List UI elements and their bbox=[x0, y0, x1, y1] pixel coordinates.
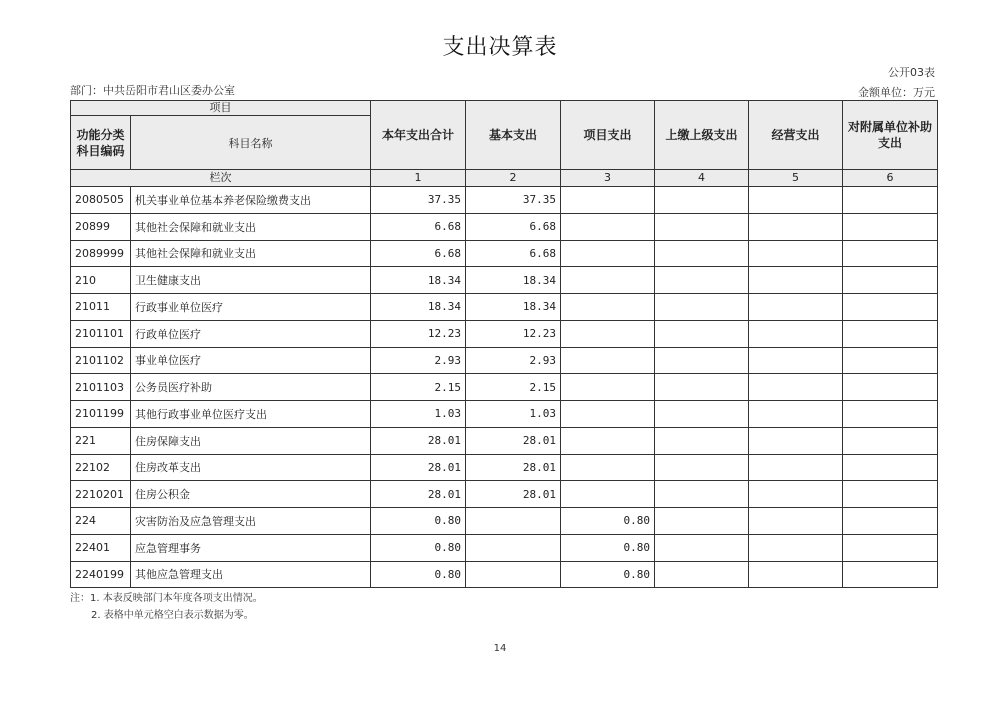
row-code: 2080505 bbox=[71, 187, 131, 214]
amount-unit-label: 金额单位：万元 bbox=[858, 86, 935, 99]
column-number: 3 bbox=[561, 170, 655, 187]
row-total: 28.01 bbox=[371, 481, 466, 508]
row-subsidy bbox=[843, 561, 938, 588]
row-subject-name: 应急管理事务 bbox=[131, 534, 371, 561]
row-project: 0.80 bbox=[561, 561, 655, 588]
row-subsidy bbox=[843, 347, 938, 374]
row-code: 2210201 bbox=[71, 481, 131, 508]
header-subsidy: 对附属单位补助 支出 bbox=[843, 101, 938, 170]
row-subject-name: 住房保障支出 bbox=[131, 427, 371, 454]
row-basic: 2.93 bbox=[466, 347, 561, 374]
row-project bbox=[561, 294, 655, 321]
row-total: 2.93 bbox=[371, 347, 466, 374]
table-row bbox=[71, 213, 938, 240]
row-basic: 18.34 bbox=[466, 267, 561, 294]
row-upper bbox=[655, 294, 749, 321]
row-basic: 28.01 bbox=[466, 481, 561, 508]
table-row bbox=[71, 401, 938, 428]
row-project bbox=[561, 213, 655, 240]
row-code: 2101101 bbox=[71, 320, 131, 347]
row-basic: 28.01 bbox=[466, 427, 561, 454]
table-row bbox=[71, 427, 938, 454]
row-project bbox=[561, 481, 655, 508]
row-basic: 12.23 bbox=[466, 320, 561, 347]
row-total: 18.34 bbox=[371, 294, 466, 321]
row-basic: 28.01 bbox=[466, 454, 561, 481]
row-project: 0.80 bbox=[561, 508, 655, 535]
row-upper bbox=[655, 320, 749, 347]
note-line: 2. 表格中单元格空白表示数据为零。 bbox=[91, 610, 254, 621]
row-project bbox=[561, 240, 655, 267]
row-code: 2089999 bbox=[71, 240, 131, 267]
table-row bbox=[71, 481, 938, 508]
row-business bbox=[749, 561, 843, 588]
department-label: 部门：中共岳阳市君山区委办公室 bbox=[70, 84, 235, 97]
row-total: 28.01 bbox=[371, 427, 466, 454]
row-subject-name: 行政事业单位医疗 bbox=[131, 294, 371, 321]
row-upper bbox=[655, 454, 749, 481]
row-upper bbox=[655, 508, 749, 535]
table-row bbox=[71, 240, 938, 267]
row-code: 2240199 bbox=[71, 561, 131, 588]
row-subsidy bbox=[843, 213, 938, 240]
row-basic: 6.68 bbox=[466, 240, 561, 267]
row-upper bbox=[655, 267, 749, 294]
row-subsidy bbox=[843, 427, 938, 454]
row-business bbox=[749, 294, 843, 321]
header-project: 项目支出 bbox=[561, 101, 655, 170]
row-subsidy bbox=[843, 294, 938, 321]
row-total: 18.34 bbox=[371, 267, 466, 294]
row-project: 0.80 bbox=[561, 534, 655, 561]
column-number: 1 bbox=[371, 170, 466, 187]
row-code: 2101103 bbox=[71, 374, 131, 401]
row-total: 2.15 bbox=[371, 374, 466, 401]
header-func-class: 功能分类 科目编码 bbox=[71, 116, 131, 170]
row-project bbox=[561, 187, 655, 214]
table-row bbox=[71, 534, 938, 561]
column-number: 4 bbox=[655, 170, 749, 187]
header-upper: 上缴上级支出 bbox=[655, 101, 749, 170]
header-total: 本年支出合计 bbox=[371, 101, 466, 170]
row-business bbox=[749, 240, 843, 267]
row-upper bbox=[655, 374, 749, 401]
row-total: 0.80 bbox=[371, 561, 466, 588]
table-row bbox=[71, 374, 938, 401]
table-row bbox=[71, 187, 938, 214]
row-subject-name: 住房公积金 bbox=[131, 481, 371, 508]
row-subsidy bbox=[843, 508, 938, 535]
row-business bbox=[749, 213, 843, 240]
row-business bbox=[749, 187, 843, 214]
table-notes bbox=[70, 590, 263, 624]
note-line: 注：1. 本表反映部门本年度各项支出情况。 bbox=[70, 593, 263, 604]
row-basic: 18.34 bbox=[466, 294, 561, 321]
header-business: 经营支出 bbox=[749, 101, 843, 170]
row-upper bbox=[655, 561, 749, 588]
row-business bbox=[749, 374, 843, 401]
row-upper bbox=[655, 240, 749, 267]
row-business bbox=[749, 427, 843, 454]
row-subsidy bbox=[843, 534, 938, 561]
row-total: 0.80 bbox=[371, 508, 466, 535]
table-row bbox=[71, 267, 938, 294]
header-item: 项目 bbox=[71, 101, 371, 116]
column-number: 2 bbox=[466, 170, 561, 187]
row-business bbox=[749, 267, 843, 294]
row-subsidy bbox=[843, 401, 938, 428]
row-basic: 2.15 bbox=[466, 374, 561, 401]
row-subject-name: 其他社会保障和就业支出 bbox=[131, 240, 371, 267]
row-project bbox=[561, 374, 655, 401]
header-basic: 基本支出 bbox=[466, 101, 561, 170]
row-total: 28.01 bbox=[371, 454, 466, 481]
row-subject-name: 机关事业单位基本养老保险缴费支出 bbox=[131, 187, 371, 214]
row-code: 22102 bbox=[71, 454, 131, 481]
row-total: 0.80 bbox=[371, 534, 466, 561]
row-business bbox=[749, 347, 843, 374]
row-subsidy bbox=[843, 320, 938, 347]
row-subsidy bbox=[843, 187, 938, 214]
row-business bbox=[749, 534, 843, 561]
row-business bbox=[749, 508, 843, 535]
row-subject-name: 行政单位医疗 bbox=[131, 320, 371, 347]
row-basic: 6.68 bbox=[466, 213, 561, 240]
row-subsidy bbox=[843, 267, 938, 294]
row-total: 6.68 bbox=[371, 240, 466, 267]
row-project bbox=[561, 427, 655, 454]
header-subject-name: 科目名称 bbox=[131, 116, 371, 170]
row-upper bbox=[655, 534, 749, 561]
row-project bbox=[561, 267, 655, 294]
row-subsidy bbox=[843, 374, 938, 401]
row-code: 20899 bbox=[71, 213, 131, 240]
row-upper bbox=[655, 187, 749, 214]
table-row bbox=[71, 561, 938, 588]
page-number: 14 bbox=[493, 643, 507, 654]
row-subject-name: 住房改革支出 bbox=[131, 454, 371, 481]
header-lanci: 栏次 bbox=[71, 170, 371, 187]
row-total: 37.35 bbox=[371, 187, 466, 214]
expenditure-table bbox=[70, 100, 938, 588]
row-business bbox=[749, 481, 843, 508]
table-row bbox=[71, 294, 938, 321]
row-upper bbox=[655, 347, 749, 374]
row-code: 2101199 bbox=[71, 401, 131, 428]
row-subsidy bbox=[843, 240, 938, 267]
table-row bbox=[71, 454, 938, 481]
row-total: 1.03 bbox=[371, 401, 466, 428]
row-total: 12.23 bbox=[371, 320, 466, 347]
row-subject-name: 公务员医疗补助 bbox=[131, 374, 371, 401]
column-number: 5 bbox=[749, 170, 843, 187]
row-code: 224 bbox=[71, 508, 131, 535]
row-subject-name: 卫生健康支出 bbox=[131, 267, 371, 294]
row-subject-name: 事业单位医疗 bbox=[131, 347, 371, 374]
row-upper bbox=[655, 401, 749, 428]
column-number: 6 bbox=[843, 170, 938, 187]
table-row bbox=[71, 320, 938, 347]
row-basic: 37.35 bbox=[466, 187, 561, 214]
row-upper bbox=[655, 481, 749, 508]
row-upper bbox=[655, 213, 749, 240]
row-code: 2101102 bbox=[71, 347, 131, 374]
row-total: 6.68 bbox=[371, 213, 466, 240]
row-basic: 1.03 bbox=[466, 401, 561, 428]
row-subject-name: 其他社会保障和就业支出 bbox=[131, 213, 371, 240]
form-number: 公开03表 bbox=[888, 66, 935, 79]
row-business bbox=[749, 320, 843, 347]
row-basic bbox=[466, 561, 561, 588]
row-project bbox=[561, 454, 655, 481]
document-title: 支出决算表 bbox=[442, 35, 558, 60]
row-project bbox=[561, 401, 655, 428]
row-business bbox=[749, 454, 843, 481]
table-row bbox=[71, 347, 938, 374]
row-subsidy bbox=[843, 454, 938, 481]
row-code: 22401 bbox=[71, 534, 131, 561]
row-subsidy bbox=[843, 481, 938, 508]
row-subject-name: 其他应急管理支出 bbox=[131, 561, 371, 588]
row-business bbox=[749, 401, 843, 428]
row-subject-name: 其他行政事业单位医疗支出 bbox=[131, 401, 371, 428]
row-code: 221 bbox=[71, 427, 131, 454]
row-project bbox=[561, 320, 655, 347]
row-code: 21011 bbox=[71, 294, 131, 321]
row-basic bbox=[466, 508, 561, 535]
row-code: 210 bbox=[71, 267, 131, 294]
row-basic bbox=[466, 534, 561, 561]
row-project bbox=[561, 347, 655, 374]
row-subject-name: 灾害防治及应急管理支出 bbox=[131, 508, 371, 535]
row-upper bbox=[655, 427, 749, 454]
table-row bbox=[71, 508, 938, 535]
